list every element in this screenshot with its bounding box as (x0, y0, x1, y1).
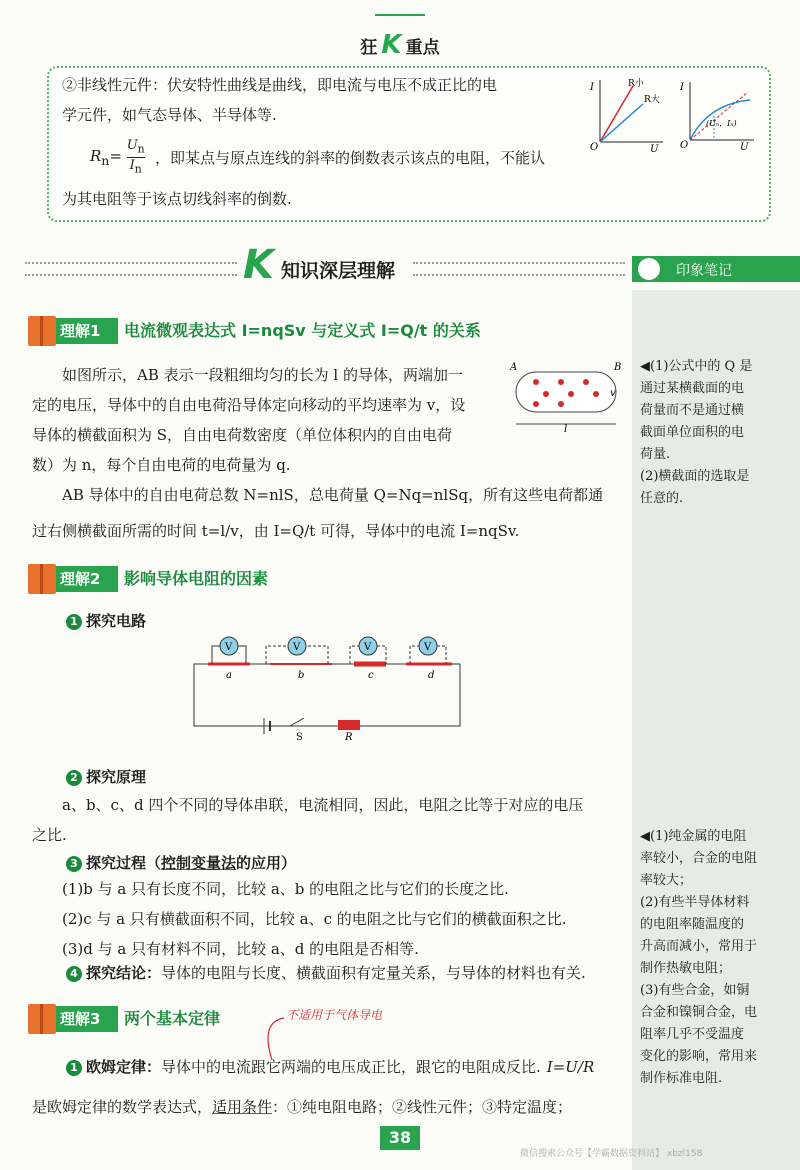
svg-text:V: V (225, 642, 233, 653)
handwritten-arrow (250, 1014, 290, 1062)
step-3-heading: 3 探究过程（控制变量法的应用） (66, 852, 296, 873)
formula-caveat: 为其电阻等于该点切线斜率的倒数. (62, 190, 292, 208)
page-header: 狂 K 重点 (360, 30, 440, 60)
elephant-icon (638, 258, 660, 280)
r-small-line (600, 86, 633, 142)
svg-text:d: d (428, 670, 435, 681)
section-1-paragraph-1: 如图所示，AB 表示一段粗细均匀的长为 l 的导体，两端加一 定的电压，导体中的自由电荷沿导体定向移动的平均速率为 v，设 导体的横截面积为 S，自由电荷数密度（单位体积内的自由电荷 数）为 n，每个自由电荷的电荷量为 q. (32, 366, 466, 474)
nonlinear-text: ②非线性元件：伏安特性曲线是曲线，即电流与电压不成正比的电 学元件，如气态导体、半导体等. (62, 76, 498, 124)
iu-graph-linear (588, 72, 668, 152)
point-label: (Uₙ，Iₙ) (706, 119, 737, 128)
circuit-diagram (190, 636, 470, 744)
x-label: U (650, 144, 659, 152)
rheostat (338, 720, 360, 730)
ohm-law-line: 1 欧姆定律：导体中的电流跟它两端的电压成正比，跟它的电阻成反比. I=U/R (66, 1056, 626, 1077)
book-icon (28, 316, 56, 346)
origin-label: O (680, 140, 689, 151)
formula-explanation: ，即某点与原点连线的斜率的倒数表示该点的电阻，不能认 (155, 149, 546, 167)
svg-text:V: V (424, 642, 432, 653)
banner-k-logo: K (243, 242, 274, 288)
banner-title: 知识深层理解 (281, 260, 396, 282)
top-tab-mark (375, 0, 425, 16)
handwritten-note: 不适用于气体导电 (286, 1008, 383, 1022)
conductor-body (516, 372, 616, 412)
banner-dots-right (413, 262, 625, 276)
chord-line (690, 92, 748, 140)
switch (290, 718, 304, 726)
svg-text:c: c (368, 670, 374, 681)
label-v: v (610, 388, 616, 399)
svg-text:V: V (364, 642, 372, 653)
principle-text: a、b、c、d 四个不同的导体串联，电流相同，因此，电阻之比等于对应的电压 之比. (32, 796, 584, 844)
y-label: I (590, 82, 594, 93)
x-label: U (740, 142, 749, 152)
step-4-conclusion: 4 探究结论：导体的电阻与长度、横截面积有定量关系，与导体的材料也有关. (66, 962, 626, 983)
section-1-paragraph-2: AB 导体中的自由电荷总数 N=nlS，总电荷量 Q=Nq=nlSq，所有这些电荷都通 过右侧横截面所需的时间 t=l/v，由 I=Q/t 可得，导体中的电流 I=nqSv. (32, 486, 604, 540)
svg-text:S: S (296, 732, 303, 743)
notes-sidebar-header: 印象笔记 (632, 256, 800, 282)
section-2-heading: 理解2 影响导体电阻的因素 (28, 566, 618, 592)
book-icon (28, 564, 56, 594)
section-1-heading: 理解1 电流微观表达式 I=nqSv 与定义式 I=Q/t 的关系 (28, 318, 618, 344)
y-label: I (680, 82, 684, 93)
step-2-heading: 2 探究原理 (66, 766, 146, 787)
section-1-note: ◀(1)公式中的 Q 是 通过某横截面的电 荷量而不是通过横 截面单位面积的电 荷量. (2)横截面的选取是 任意的. (640, 359, 753, 506)
resistance-formula: $R_n=$ $\frac{U_n}{I_n}$ (90, 138, 145, 176)
step-1-heading: 1 探究电路 (66, 610, 146, 631)
r-small-label: R小 (628, 79, 644, 89)
banner-dots-left (25, 262, 237, 276)
process-steps: (1)b 与 a 只有长度不同，比较 a、b 的电阻之比与它们的长度之比. (2)c 与 a 只有横截面积不同，比较 a、c 的电阻之比与它们的横截面积之比. (3)d 与 a 只有材料不同，比较 a、d 的电阻是否相等. (62, 880, 567, 958)
section-2-note: ◀(1)纯金属的电阻 率较小，合金的电阻 率较大； (2)有些半导体材料 的电阻率随温度的 升高而减小，常用于 制作热敏电阻； (3)有些合金，如铜 合金和镍铜合金，电 阻率几乎不受温度 变化的影响，常用来 制作标准电阻. (640, 829, 758, 1086)
circuit-loop (194, 664, 460, 726)
r-big-line (600, 104, 643, 142)
page-number: 38 (380, 1126, 420, 1150)
iu-graph-nonlinear (678, 76, 758, 152)
footer-watermark: 微信搜索公众号【学霸数据资料站】 xbzl158 (520, 1149, 703, 1159)
ohm-law-conditions: 是欧姆定律的数学表达式，适用条件：①纯电阻电路；②线性元件；③特定温度； (32, 1098, 573, 1116)
r-big-label: R大 (644, 95, 660, 105)
svg-text:V: V (293, 642, 301, 653)
svg-text:b: b (298, 670, 305, 681)
label-b: B (614, 362, 622, 373)
label-l: l (564, 424, 568, 432)
section-banner (25, 242, 625, 288)
label-a: A (510, 362, 518, 373)
book-icon (28, 1004, 56, 1034)
svg-text:R: R (345, 732, 353, 743)
conductor-diagram (506, 362, 626, 432)
section-3-heading: 理解3 两个基本定律 (28, 1006, 618, 1032)
origin-label: O (590, 142, 599, 152)
svg-text:a: a (226, 670, 232, 681)
